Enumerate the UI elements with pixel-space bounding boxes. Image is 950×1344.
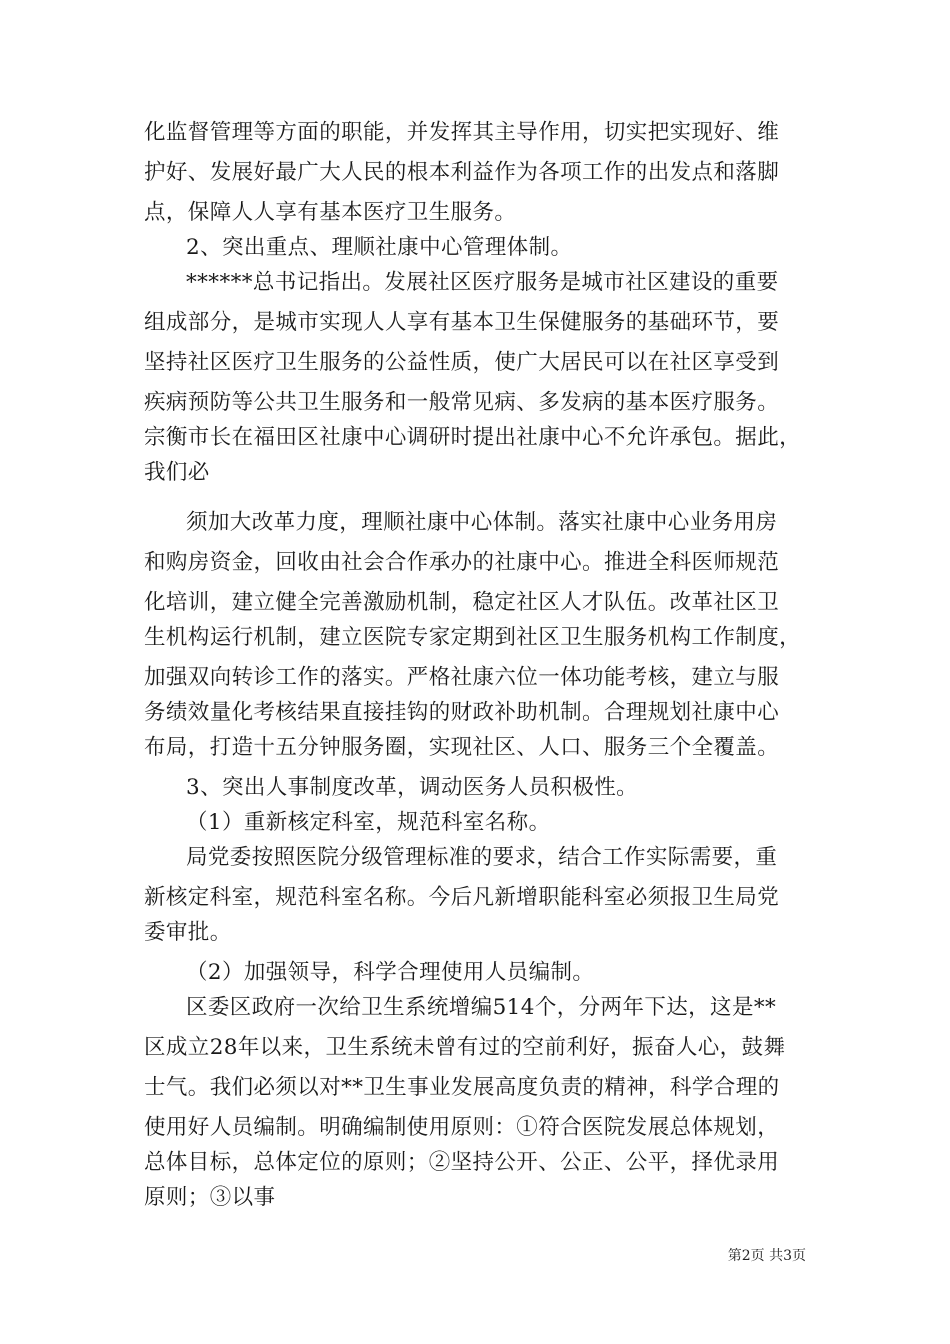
body-line: ******总书记指出。发展社区医疗服务是城市社区建设的重要 (186, 270, 779, 295)
section-heading: 2、突出重点、理顺社康中心管理体制。 (186, 235, 573, 260)
body-line: 务绩效量化考核结果直接挂钩的财政补助机制。合理规划社康中心 (144, 700, 780, 725)
body-line: 新核定科室，规范科室名称。今后凡新增职能科室必须报卫生局党 (144, 885, 780, 910)
body-line: 化监督管理等方面的职能，并发挥其主导作用，切实把实现好、维 (144, 120, 780, 145)
body-line: 区成立28年以来，卫生系统未曾有过的空前利好，振奋人心，鼓舞 (144, 1035, 786, 1060)
body-line: 宗衡市长在福田区社康中心调研时提出社康中心不允许承包。据此， (144, 425, 802, 450)
page-footer (728, 1247, 806, 1265)
subsection-heading: （1）重新核定科室，规范科室名称。 (186, 810, 551, 835)
body-line: 点，保障人人享有基本医疗卫生服务。 (144, 200, 517, 225)
body-line: 区委区政府一次给卫生系统增编514个，分两年下达，这是** (186, 995, 777, 1020)
body-line: 加强双向转诊工作的落实。严格社康六位一体功能考核，建立与服 (144, 665, 780, 690)
body-line: 坚持社区医疗卫生服务的公益性质，使广大居民可以在社区享受到 (144, 350, 780, 375)
section-heading: 3、突出人事制度改革，调动医务人员积极性。 (186, 775, 639, 800)
body-line: 护好、发展好最广大人民的根本利益作为各项工作的出发点和落脚 (144, 160, 780, 185)
body-line: 组成部分，是城市实现人人享有基本卫生保健服务的基础环节，要 (144, 310, 780, 335)
body-line: 局党委按照医院分级管理标准的要求，结合工作实际需要，重 (186, 845, 778, 870)
subsection-heading: （2）加强领导，科学合理使用人员编制。 (186, 960, 595, 985)
body-line: 生机构运行机制，建立医院专家定期到社区卫生服务机构工作制度， (144, 625, 802, 650)
body-line: 原则；③以事 (144, 1185, 276, 1210)
body-line: 使用好人员编制。明确编制使用原则：①符合医院发展总体规划， (144, 1115, 780, 1140)
page-number-label: 第2页 共3页 (727, 1248, 806, 1264)
body-line: 布局，打造十五分钟服务圈，实现社区、人口、服务三个全覆盖。 (144, 735, 780, 760)
body-line: 化培训，建立健全完善激励机制，稳定社区人才队伍。改革社区卫 (144, 590, 780, 615)
body-line: 须加大改革力度，理顺社康中心体制。落实社康中心业务用房 (186, 510, 778, 535)
body-line: 我们必 (144, 460, 210, 485)
body-line: 疾病预防等公共卫生服务和一般常见病、多发病的基本医疗服务。 (144, 390, 780, 415)
body-line: 和购房资金，回收由社会合作承办的社康中心。推进全科医师规范 (144, 550, 780, 575)
body-line: 总体目标，总体定位的原则；②坚持公开、公正、公平，择优录用 (144, 1150, 780, 1175)
body-line: 士气。我们必须以对**卫生事业发展高度负责的精神，科学合理的 (144, 1075, 780, 1100)
body-line: 委审批。 (144, 920, 232, 945)
